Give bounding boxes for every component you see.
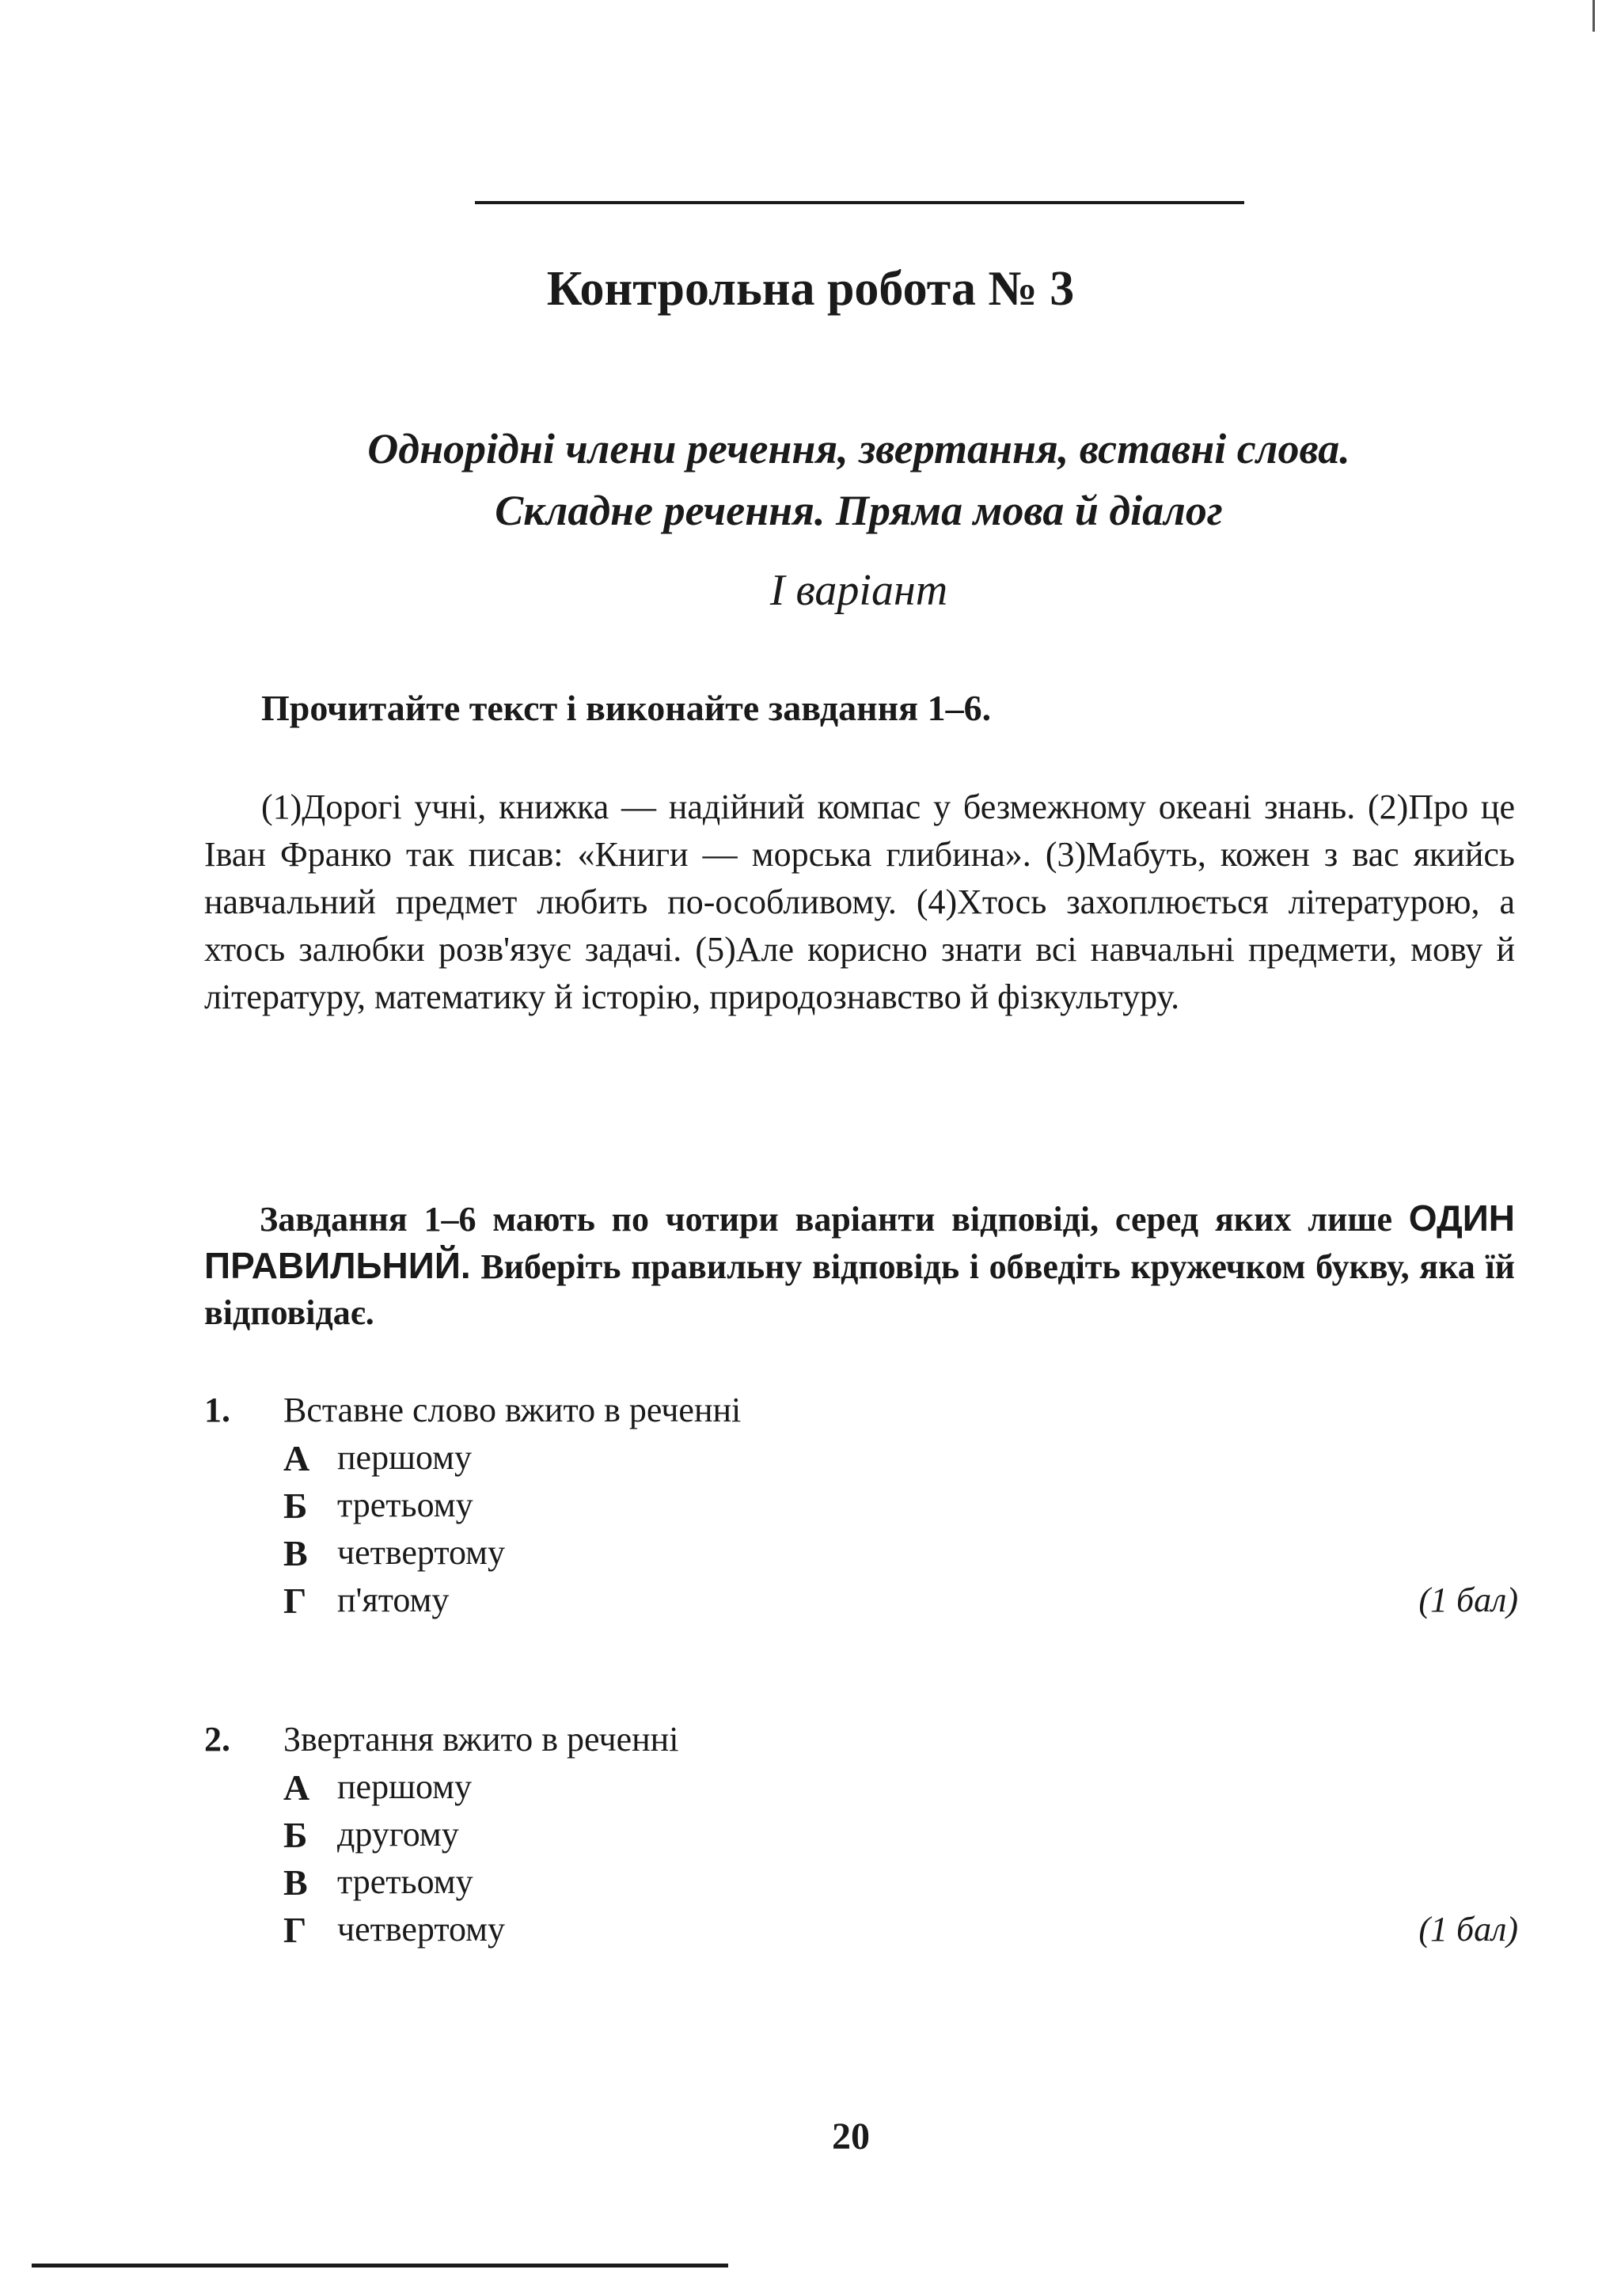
task-instruction-part1: Завдання 1–6 мають по чотири варіанти відповіді, серед яких лише: [260, 1200, 1392, 1239]
question-text: Звертання вжито в реченні: [283, 1720, 679, 1759]
scan-edge-mark: [1593, 0, 1595, 32]
answer-option-v[interactable]: [204, 1532, 1518, 1580]
option-letter[interactable]: А: [283, 1767, 310, 1808]
bottom-rule: [32, 2264, 728, 2268]
question-score: (1 бал): [1418, 1910, 1518, 1949]
topic-line-2: Складне речення. Пряма мова й діалог: [495, 487, 1223, 534]
question-text: Вставне слово вжито в реченні: [283, 1391, 742, 1429]
task-instruction: [204, 1195, 1515, 1336]
option-letter[interactable]: Г: [283, 1910, 307, 1950]
reading-passage: (1)Дорогі учні, книжка — надійний компас у безмежному океані знань. (2)Про це Іван Франко так писав: «Книги — морська глибина». (3)Мабуть, кожен з вас якийсь навчальний предмет любить по-особливому. (4)Хтось захоплюється літературою, а хтось залюбки розв'язує задачі. (5)Але корисно знати всі навчальні предмети, мову й літературу, математику й історію, природознавство й фізкультуру.: [204, 787, 1515, 1016]
question-2: [204, 1719, 1518, 1956]
answer-option-b[interactable]: [204, 1814, 1518, 1861]
page-title: Контрольна робота № 3: [546, 262, 1075, 316]
option-text: третьому: [337, 1486, 473, 1524]
answer-option-h[interactable]: [204, 1909, 1518, 1956]
topic-heading: [0, 418, 1621, 541]
option-letter[interactable]: Б: [283, 1486, 308, 1526]
answer-option-b[interactable]: [204, 1485, 1518, 1532]
page-number: 20: [832, 2116, 870, 2157]
option-text: другому: [337, 1815, 459, 1854]
question-number: 1.: [204, 1391, 230, 1429]
option-text: третьому: [337, 1862, 473, 1901]
option-letter[interactable]: В: [283, 1862, 308, 1903]
answer-option-h[interactable]: [204, 1580, 1518, 1627]
task-instruction-emphasis: ОДИН ПРАВИЛЬНИЙ.: [204, 1197, 1516, 1286]
option-text: четвертому: [337, 1533, 506, 1572]
option-letter[interactable]: В: [283, 1533, 308, 1573]
answer-option-v[interactable]: [204, 1861, 1518, 1909]
question-score: (1 бал): [1418, 1581, 1518, 1619]
option-letter[interactable]: Б: [283, 1815, 308, 1855]
task-instruction-part2: Виберіть правильну відповідь і обведіть кружечком букву, яка їй відповідає.: [204, 1247, 1516, 1332]
variant-label: І варіант: [769, 566, 948, 615]
option-text: першому: [337, 1767, 472, 1806]
option-letter[interactable]: Г: [283, 1581, 307, 1621]
question-number: 2.: [204, 1720, 230, 1759]
topic-line-1: Однорідні члени речення, звертання, вставні слова.: [367, 425, 1350, 472]
option-letter[interactable]: А: [283, 1438, 310, 1478]
option-text: четвертому: [337, 1910, 506, 1949]
answer-option-a[interactable]: [204, 1437, 1518, 1485]
option-text: першому: [337, 1438, 472, 1477]
top-rule: [475, 201, 1244, 204]
read-instruction: Прочитайте текст і виконайте завдання 1–6.: [261, 688, 992, 728]
option-text: п'ятому: [337, 1581, 450, 1619]
answer-option-a[interactable]: [204, 1767, 1518, 1814]
question-1: [204, 1390, 1518, 1627]
